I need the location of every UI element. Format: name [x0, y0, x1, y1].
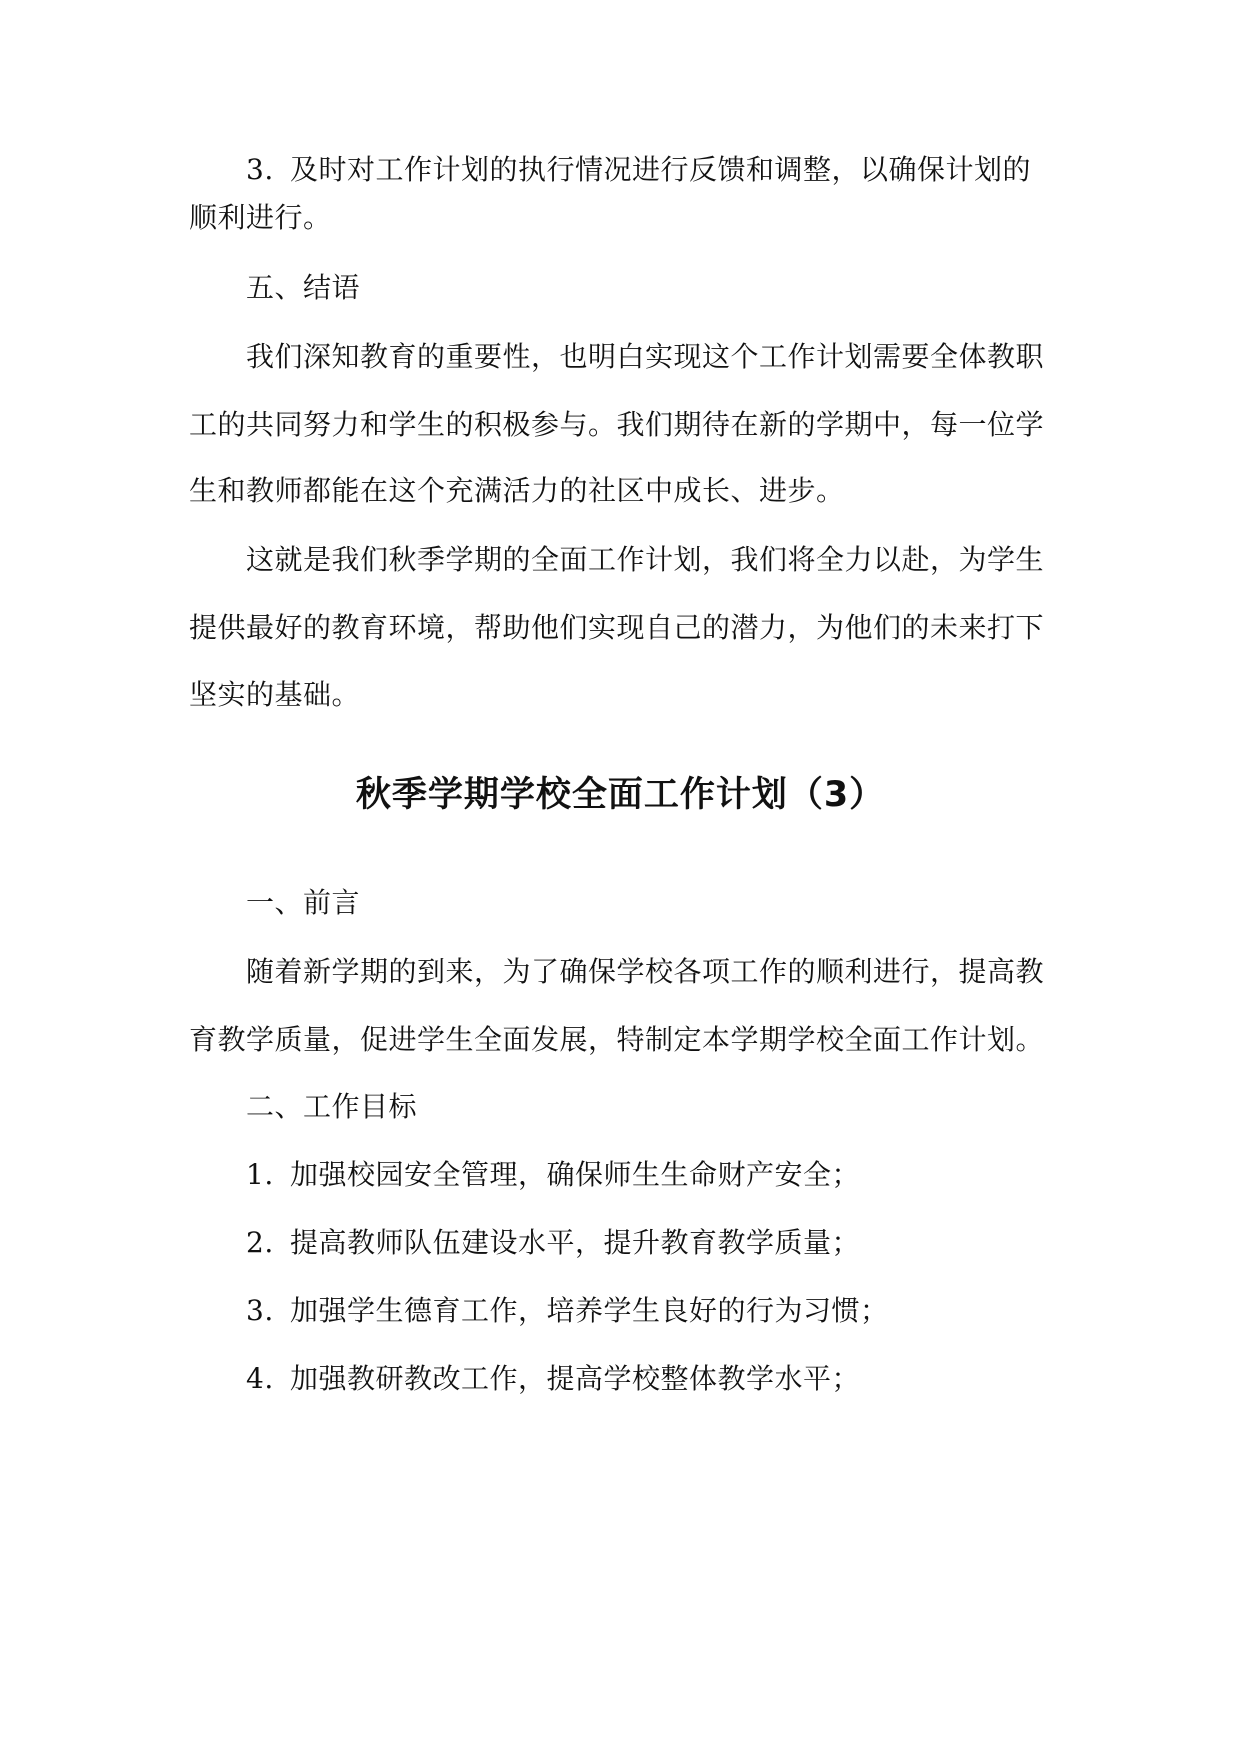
list-text: 提高教师队伍建设水平，提升教育教学质量； [290, 1226, 861, 1259]
list-number: 4. [246, 1362, 274, 1395]
text-line: 坚实的基础。 [189, 678, 361, 711]
text-line: 生和教师都能在这个充满活力的社区中成长、进步。 [189, 474, 845, 507]
list-number: 3. [246, 1294, 274, 1327]
text-line: 我们深知教育的重要性，也明白实现这个工作计划需要全体教职 [246, 340, 1045, 373]
text-line: 顺利进行。 [189, 201, 332, 234]
list-item [246, 1291, 1126, 1331]
text-line: 育教学质量，促进学生全面发展，特制定本学期学校全面工作计划。 [189, 1023, 1045, 1056]
section-heading-conclusion: 五、结语 [246, 271, 361, 304]
section-title: 秋季学期学校全面工作计划（3） [355, 775, 886, 815]
text-line: 提供最好的教育环境，帮助他们实现自己的潜力，为他们的未来打下 [189, 611, 1045, 644]
list-number: 3. [246, 153, 274, 186]
text-line: 随着新学期的到来，为了确保学校各项工作的顺利进行，提高教 [246, 955, 1045, 988]
section-heading-preface: 一、前言 [246, 886, 361, 919]
list-item [246, 1155, 1126, 1195]
list-text: 加强教研教改工作，提高学校整体教学水平； [290, 1362, 861, 1395]
list-item [246, 1223, 1126, 1263]
list-text: 加强学生德育工作，培养学生良好的行为习惯； [290, 1294, 889, 1327]
list-item-3 [246, 150, 1126, 190]
list-text: 加强校园安全管理，确保师生生命财产安全； [290, 1158, 861, 1191]
list-text: 及时对工作计划的执行情况进行反馈和调整，以确保计划的 [290, 153, 1032, 186]
section-heading-goals: 二、工作目标 [246, 1090, 418, 1123]
text-line: 工的共同努力和学生的积极参与。我们期待在新的学期中，每一位学 [189, 408, 1045, 441]
list-number: 1. [246, 1158, 274, 1191]
text-line: 这就是我们秋季学期的全面工作计划，我们将全力以赴，为学生 [246, 543, 1045, 576]
list-number: 2. [246, 1226, 274, 1259]
list-item [246, 1359, 1126, 1399]
